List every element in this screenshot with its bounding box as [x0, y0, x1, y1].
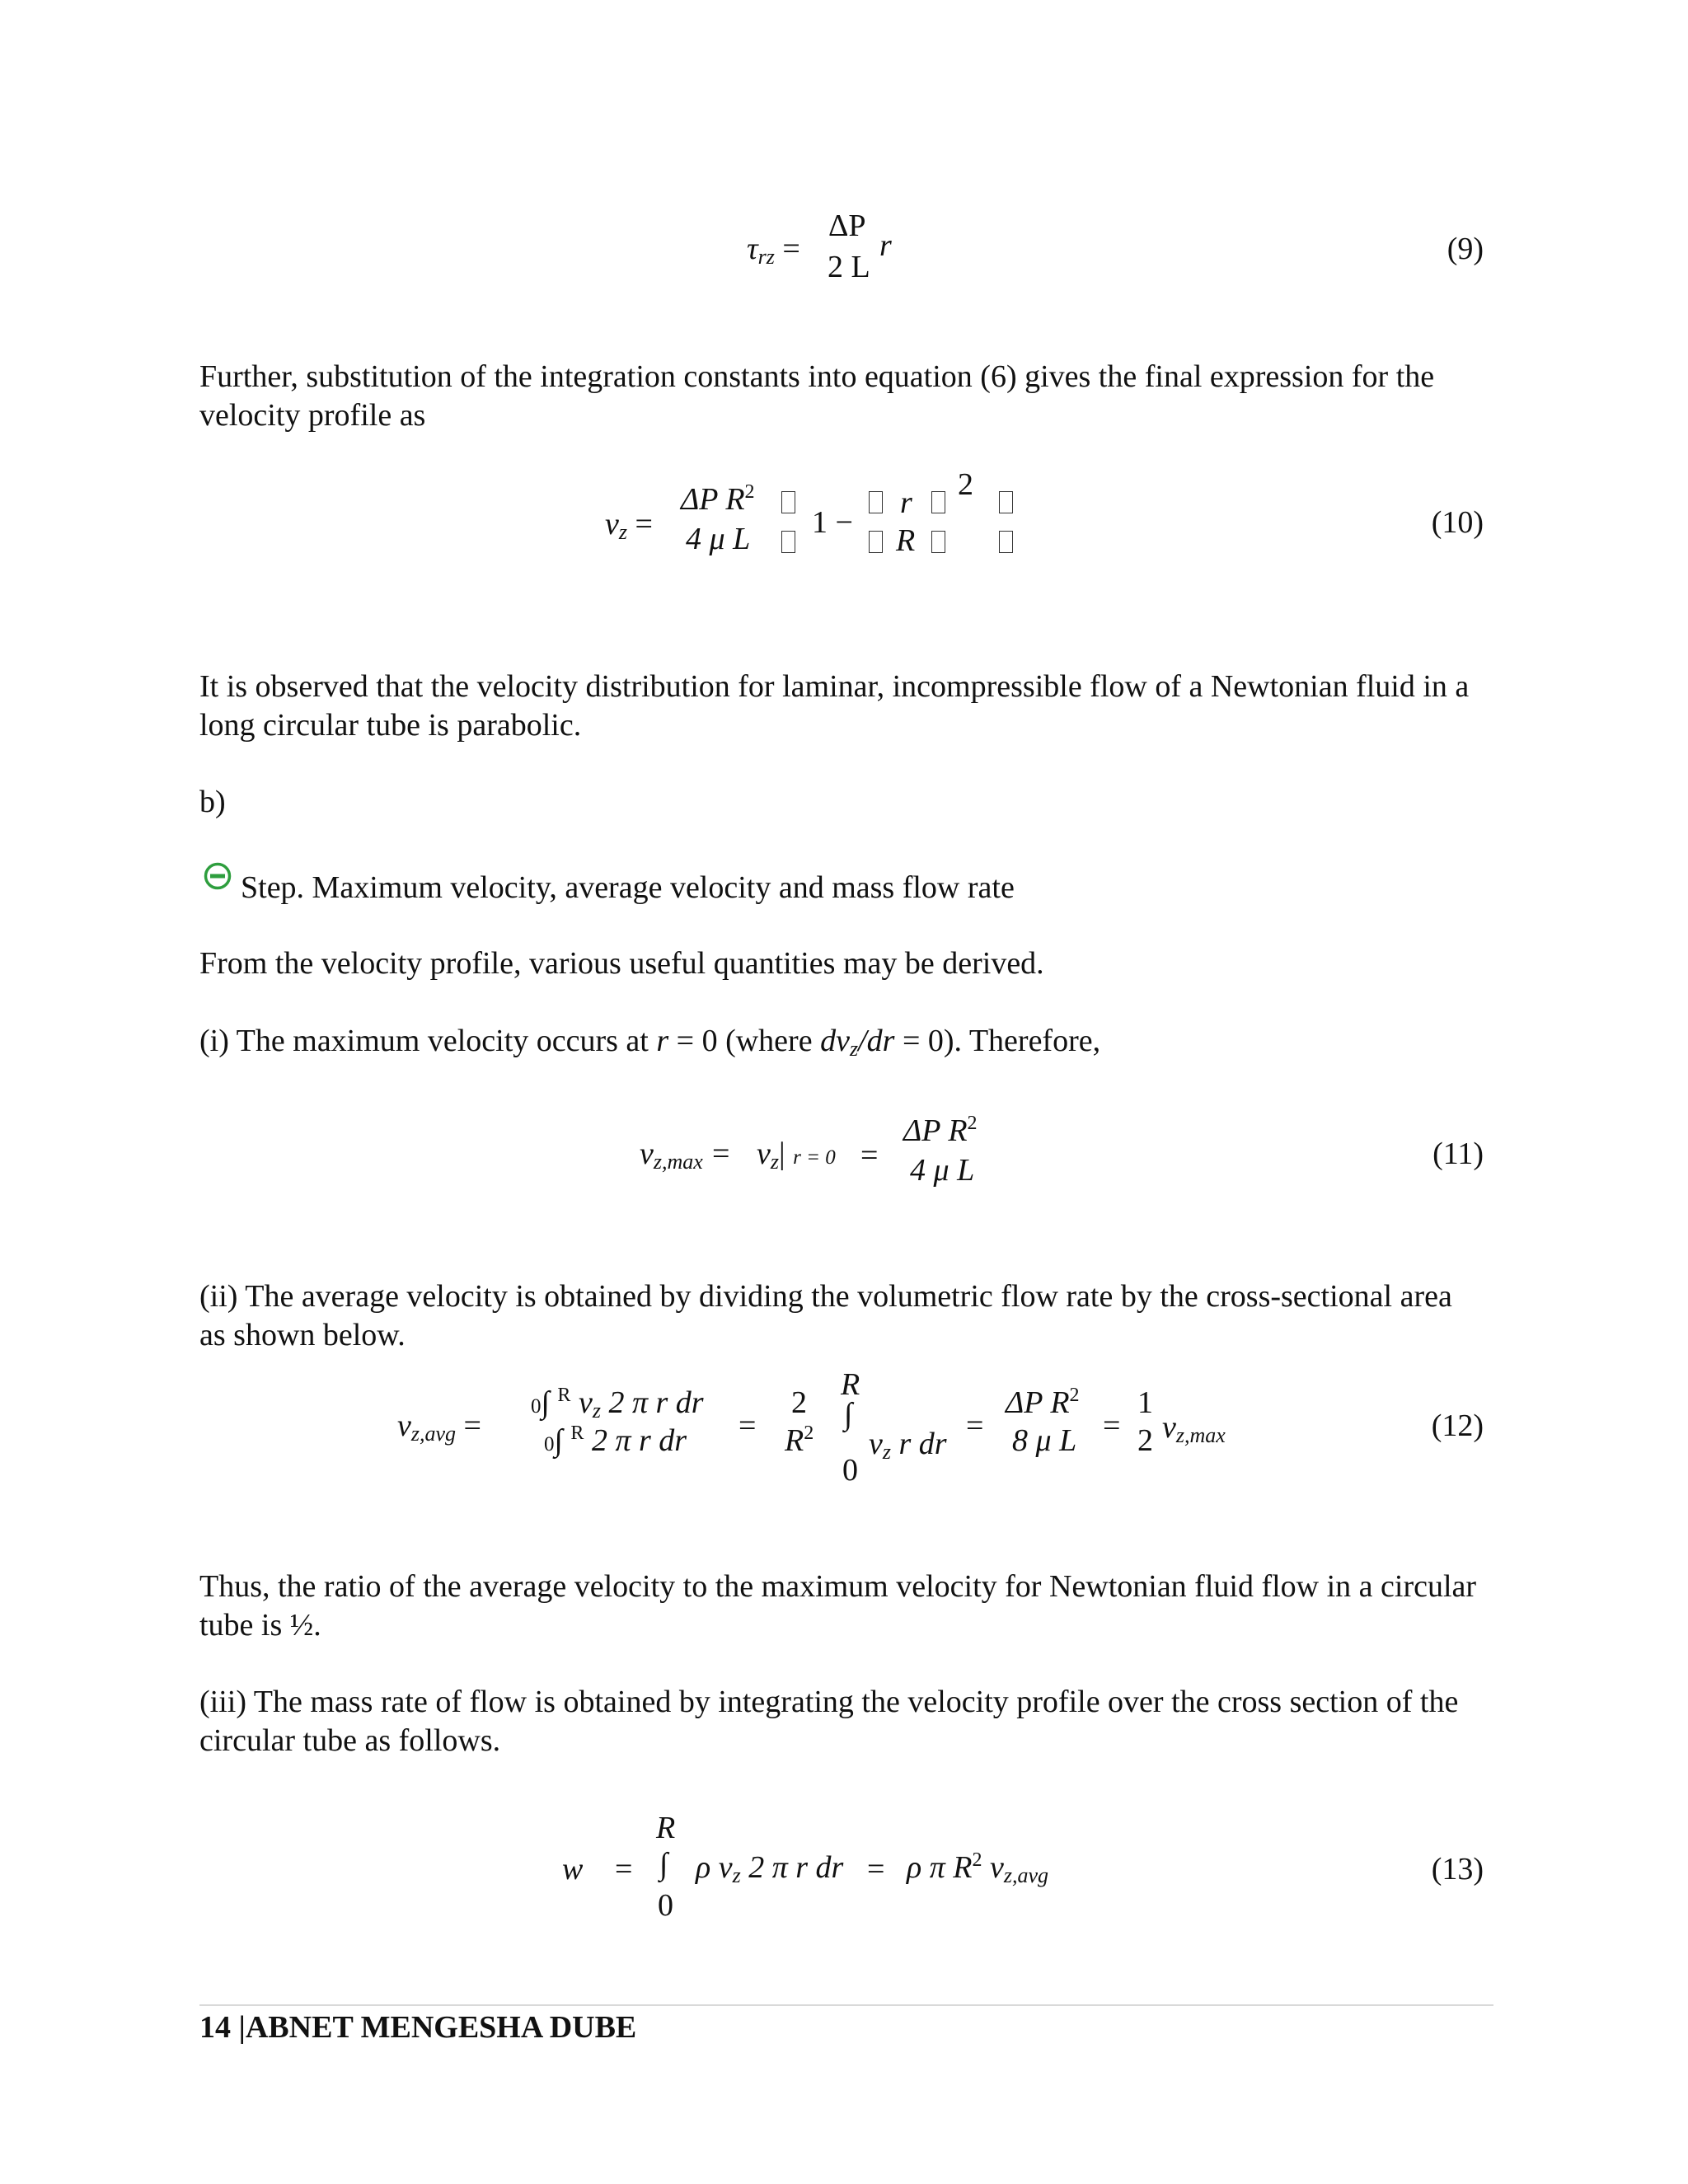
- part-label: b): [199, 785, 226, 819]
- paragraph: From the velocity profile, various useful quantities may be derived.: [199, 946, 1044, 981]
- missing-glyph-box: [869, 531, 883, 553]
- paragraph: It is observed that the velocity distribution for laminar, incompressible flow of a Newtonian fluid in a long circular tube is parabolic.: [199, 669, 1470, 743]
- missing-glyph-box: [869, 491, 883, 513]
- page-footer: 14 |ABNET MENGESHA DUBE: [199, 2010, 637, 2045]
- equation-number: (11): [1432, 1137, 1484, 1171]
- missing-glyph-box: [931, 531, 945, 553]
- missing-glyph-box: [999, 491, 1013, 513]
- paragraph: Further, substitution of the integration constants into equation (6) gives the final expression for the velocity profile as: [199, 359, 1435, 433]
- document-page: τrz = ΔP 2 L r (9) Further, substitution of the integration constants into equation (6) gives the final expression for the velocity profile as vz = ΔP $R^2$ 4 μ L 1 − r R 2 (10) It is observed that the velocity distribution for laminar, incompressible flow of a Newtonian fluid in a long circular tube is parabolic. b) Step. Maximum velocity, average velocity and mass flow rate From the velocity profile, various useful quantities may be derived. (i) The maximum velocity occurs at r = 0 (where dvz/dr = 0). Therefore, vz,max = vz| r = 0 = ΔP $R^2$ 4 μ L (11) (ii) The average velocity is obtained by dividing the volumetric flow rate by the cross-sectional area as shown below. vz,avg = 0∫ $^R$ vz 2 π r dr 0∫ $^R$ 2 π r dr = 2 $R^2$ R ∫ 0 vz r dr = ΔP $R^2$ 8 μ L = 1 2 vz,max (12) Thus, the ratio of the average velocity to the maximum velocity for Newtonian fluid flow in a circular tube is ½. (iii) The mass rate of flow is obtained by integrating the velocity profile over the cross section of the circular tube as follows. w = R ∫ 0 ρ vz 2 π r dr = ρ π $R^2$ vz,avg (13) 14 |ABNET MENGESHA DUBE: [0, 0, 1688, 2184]
- footer-divider: [199, 2004, 1493, 2006]
- paragraph: (iii) The mass rate of flow is obtained by integrating the velocity profile over the cross section of the circular tube as follows.: [199, 1685, 1459, 1758]
- paragraph: (ii) The average velocity is obtained by dividing the volumetric flow rate by the cross-sectional area as shown below.: [199, 1279, 1452, 1352]
- equation-number: (12): [1431, 1408, 1484, 1443]
- missing-glyph-box: [781, 531, 795, 553]
- collapse-minus-icon[interactable]: [204, 862, 232, 890]
- equation-number: (9): [1447, 232, 1484, 266]
- missing-glyph-box: [999, 531, 1013, 553]
- missing-glyph-box: [931, 491, 945, 513]
- equation-number: (13): [1431, 1852, 1484, 1886]
- paragraph: (i) The maximum velocity occurs at r = 0 (where dvz/dr = 0). Therefore,: [199, 1024, 1101, 1061]
- missing-glyph-box: [781, 491, 795, 513]
- equation-number: (10): [1431, 505, 1484, 540]
- step-title: Step. Maximum velocity, average velocity and mass flow rate: [241, 870, 1015, 905]
- paragraph: Thus, the ratio of the average velocity to the maximum velocity for Newtonian fluid flow in a circular tube is ½.: [199, 1569, 1477, 1643]
